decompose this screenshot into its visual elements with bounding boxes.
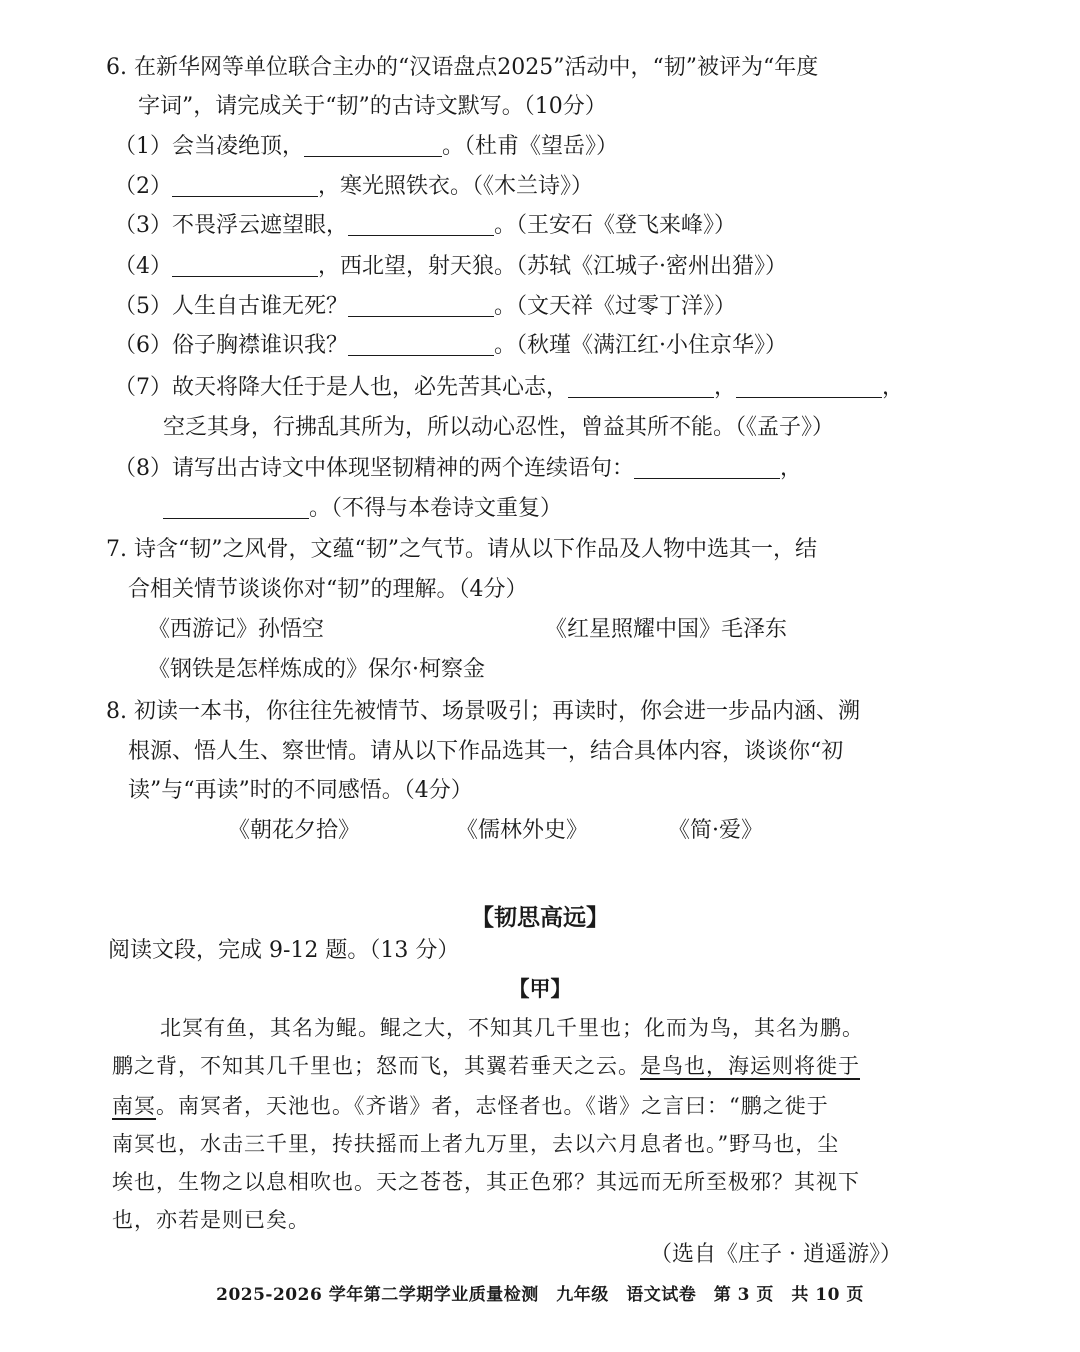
- q6-item-1-source: 。（杜甫《望岳》）: [442, 134, 619, 159]
- passage-line-6: 也，亦若是则已矣。: [112, 1208, 310, 1232]
- q6-item-8: [114, 454, 802, 484]
- q6-item-6: [114, 331, 787, 361]
- answer-blank[interactable]: [568, 375, 714, 398]
- q6-item-6-source: 。（秋瑾《满江红·小住京华》）: [494, 333, 787, 358]
- q6-item-3-prompt: （3）不畏浮云遮望眼，: [114, 213, 348, 238]
- passage-line-2: [112, 1051, 860, 1081]
- passage-line-5: 埃也，生物之以息相吹也。天之苍苍，其正色邪？其远而无所至极邪？其视下: [112, 1170, 860, 1194]
- passage-line-3-text: 。南冥者，天池也。《齐谐》者，志怪者也。《谐》之言曰：“鹏之徙于: [156, 1094, 829, 1118]
- q7-stem-line2: 合相关情节谈谈你对“韧”的理解。（4分）: [128, 577, 528, 602]
- passage-line-2-text: 鹏之背，不知其几千里也；怒而飞，其翼若垂天之云。: [112, 1054, 640, 1078]
- q8-option-1: 《朝花夕拾》: [228, 818, 361, 843]
- answer-blank[interactable]: [172, 174, 318, 197]
- q6-item-2-source: ，寒光照铁衣。（《木兰诗》）: [318, 174, 594, 199]
- passage-line-1: 北冥有鱼，其名为鲲。鲲之大，不知其几千里也；化而为鸟，其名为鹏。: [160, 1016, 864, 1040]
- q6-item-8-comma: ，: [780, 456, 803, 481]
- q8-stem-line2: 根源、悟人生、察世情。请从以下作品选其一，结合具体内容，谈谈你“初: [128, 739, 844, 764]
- answer-blank[interactable]: [736, 375, 882, 398]
- q6-item-5: [114, 292, 736, 322]
- answer-blank[interactable]: [348, 213, 494, 236]
- q7-option-1: 《西游记》孙悟空: [148, 617, 325, 642]
- passage-line-3: [112, 1091, 829, 1121]
- underlined-sentence-end: 南冥: [112, 1094, 156, 1118]
- q6-stem-line2: 字词”，请完成关于“韧”的古诗文默写。（10分）: [138, 94, 607, 119]
- answer-blank[interactable]: [348, 333, 494, 356]
- section-title: 【韧思高远】: [471, 905, 609, 931]
- page-footer: 2025-2026 学年第二学期学业质量检测 九年级 语文试卷 第 3 页 共 10 页: [216, 1285, 864, 1305]
- q6-item-6-prompt: （6）俗子胸襟谁识我？: [114, 333, 348, 358]
- q6-item-8-prompt: （8）请写出古诗文中体现坚韧精神的两个连续语句：: [114, 456, 634, 481]
- answer-blank[interactable]: [172, 254, 318, 277]
- q6-item-4: [114, 252, 787, 282]
- q8-option-2: 《儒林外史》: [456, 818, 589, 843]
- q7-option-3: 《钢铁是怎样炼成的》保尔·柯察金: [148, 657, 485, 682]
- passage-label: 【甲】: [508, 976, 572, 1001]
- section-intro: 阅读文段，完成 9-12 题。（13 分）: [108, 938, 460, 963]
- q8-option-3: 《简·爱》: [668, 818, 763, 843]
- q6-item-8-note: 。（不得与本卷诗文重复）: [309, 496, 563, 521]
- q7-option-2: 《红星照耀中国》毛泽东: [545, 617, 788, 642]
- q6-item-2-prompt: （2）: [114, 174, 172, 199]
- q6-item-7: [114, 373, 904, 403]
- q8-stem-line3: 读”与“再读”时的不同感悟。（4分）: [128, 778, 473, 803]
- answer-blank[interactable]: [304, 134, 442, 157]
- q6-item-5-prompt: （5）人生自古谁无死？: [114, 294, 348, 319]
- q6-item-1-prompt: （1）会当凌绝顶，: [114, 134, 304, 159]
- q6-item-5-source: 。（文天祥《过零丁洋》）: [494, 294, 737, 319]
- underlined-sentence: 是鸟也，海运则将徙于: [640, 1054, 860, 1078]
- q6-stem-line1: 6. 在新华网等单位联合主办的“汉语盘点2025”活动中，“韧”被评为“年度: [106, 55, 819, 80]
- passage-line-4: 南冥也，水击三千里，抟扶摇而上者九万里，去以六月息者也。”野马也，尘: [112, 1132, 840, 1156]
- q6-item-3-source: 。（王安石《登飞来峰》）: [494, 213, 737, 238]
- answer-blank[interactable]: [163, 496, 309, 519]
- q6-item-8-line2: [163, 494, 562, 524]
- q6-item-7-prompt: （7）故天将降大任于是人也，必先苦其心志，: [114, 375, 568, 400]
- q7-stem-line1: 7. 诗含“韧”之风骨，文蕴“韧”之气节。请从以下作品及人物中选其一，结: [106, 537, 817, 562]
- answer-blank[interactable]: [634, 456, 780, 479]
- q6-item-1: [114, 132, 618, 162]
- q6-item-3: [114, 211, 736, 241]
- q6-item-7-comma: ，: [714, 375, 737, 400]
- q6-item-7-continued: 空乏其身，行拂乱其所为，所以动心忍性，曾益其所不能。（《孟子》）: [163, 415, 835, 440]
- q8-stem-line1: 8. 初读一本书，你往往先被情节、场景吸引；再读时，你会进一步品内涵、溯: [106, 699, 860, 724]
- q6-item-4-prompt: （4）: [114, 254, 172, 279]
- passage-source: （选自《庄子 · 逍遥游》）: [650, 1242, 902, 1267]
- answer-blank[interactable]: [348, 294, 494, 317]
- q6-item-2: [114, 172, 593, 202]
- q6-item-4-source: ，西北望，射天狼。（苏轼《江城子·密州出猎》）: [318, 254, 787, 279]
- q6-item-7-comma-end: ，: [882, 375, 905, 400]
